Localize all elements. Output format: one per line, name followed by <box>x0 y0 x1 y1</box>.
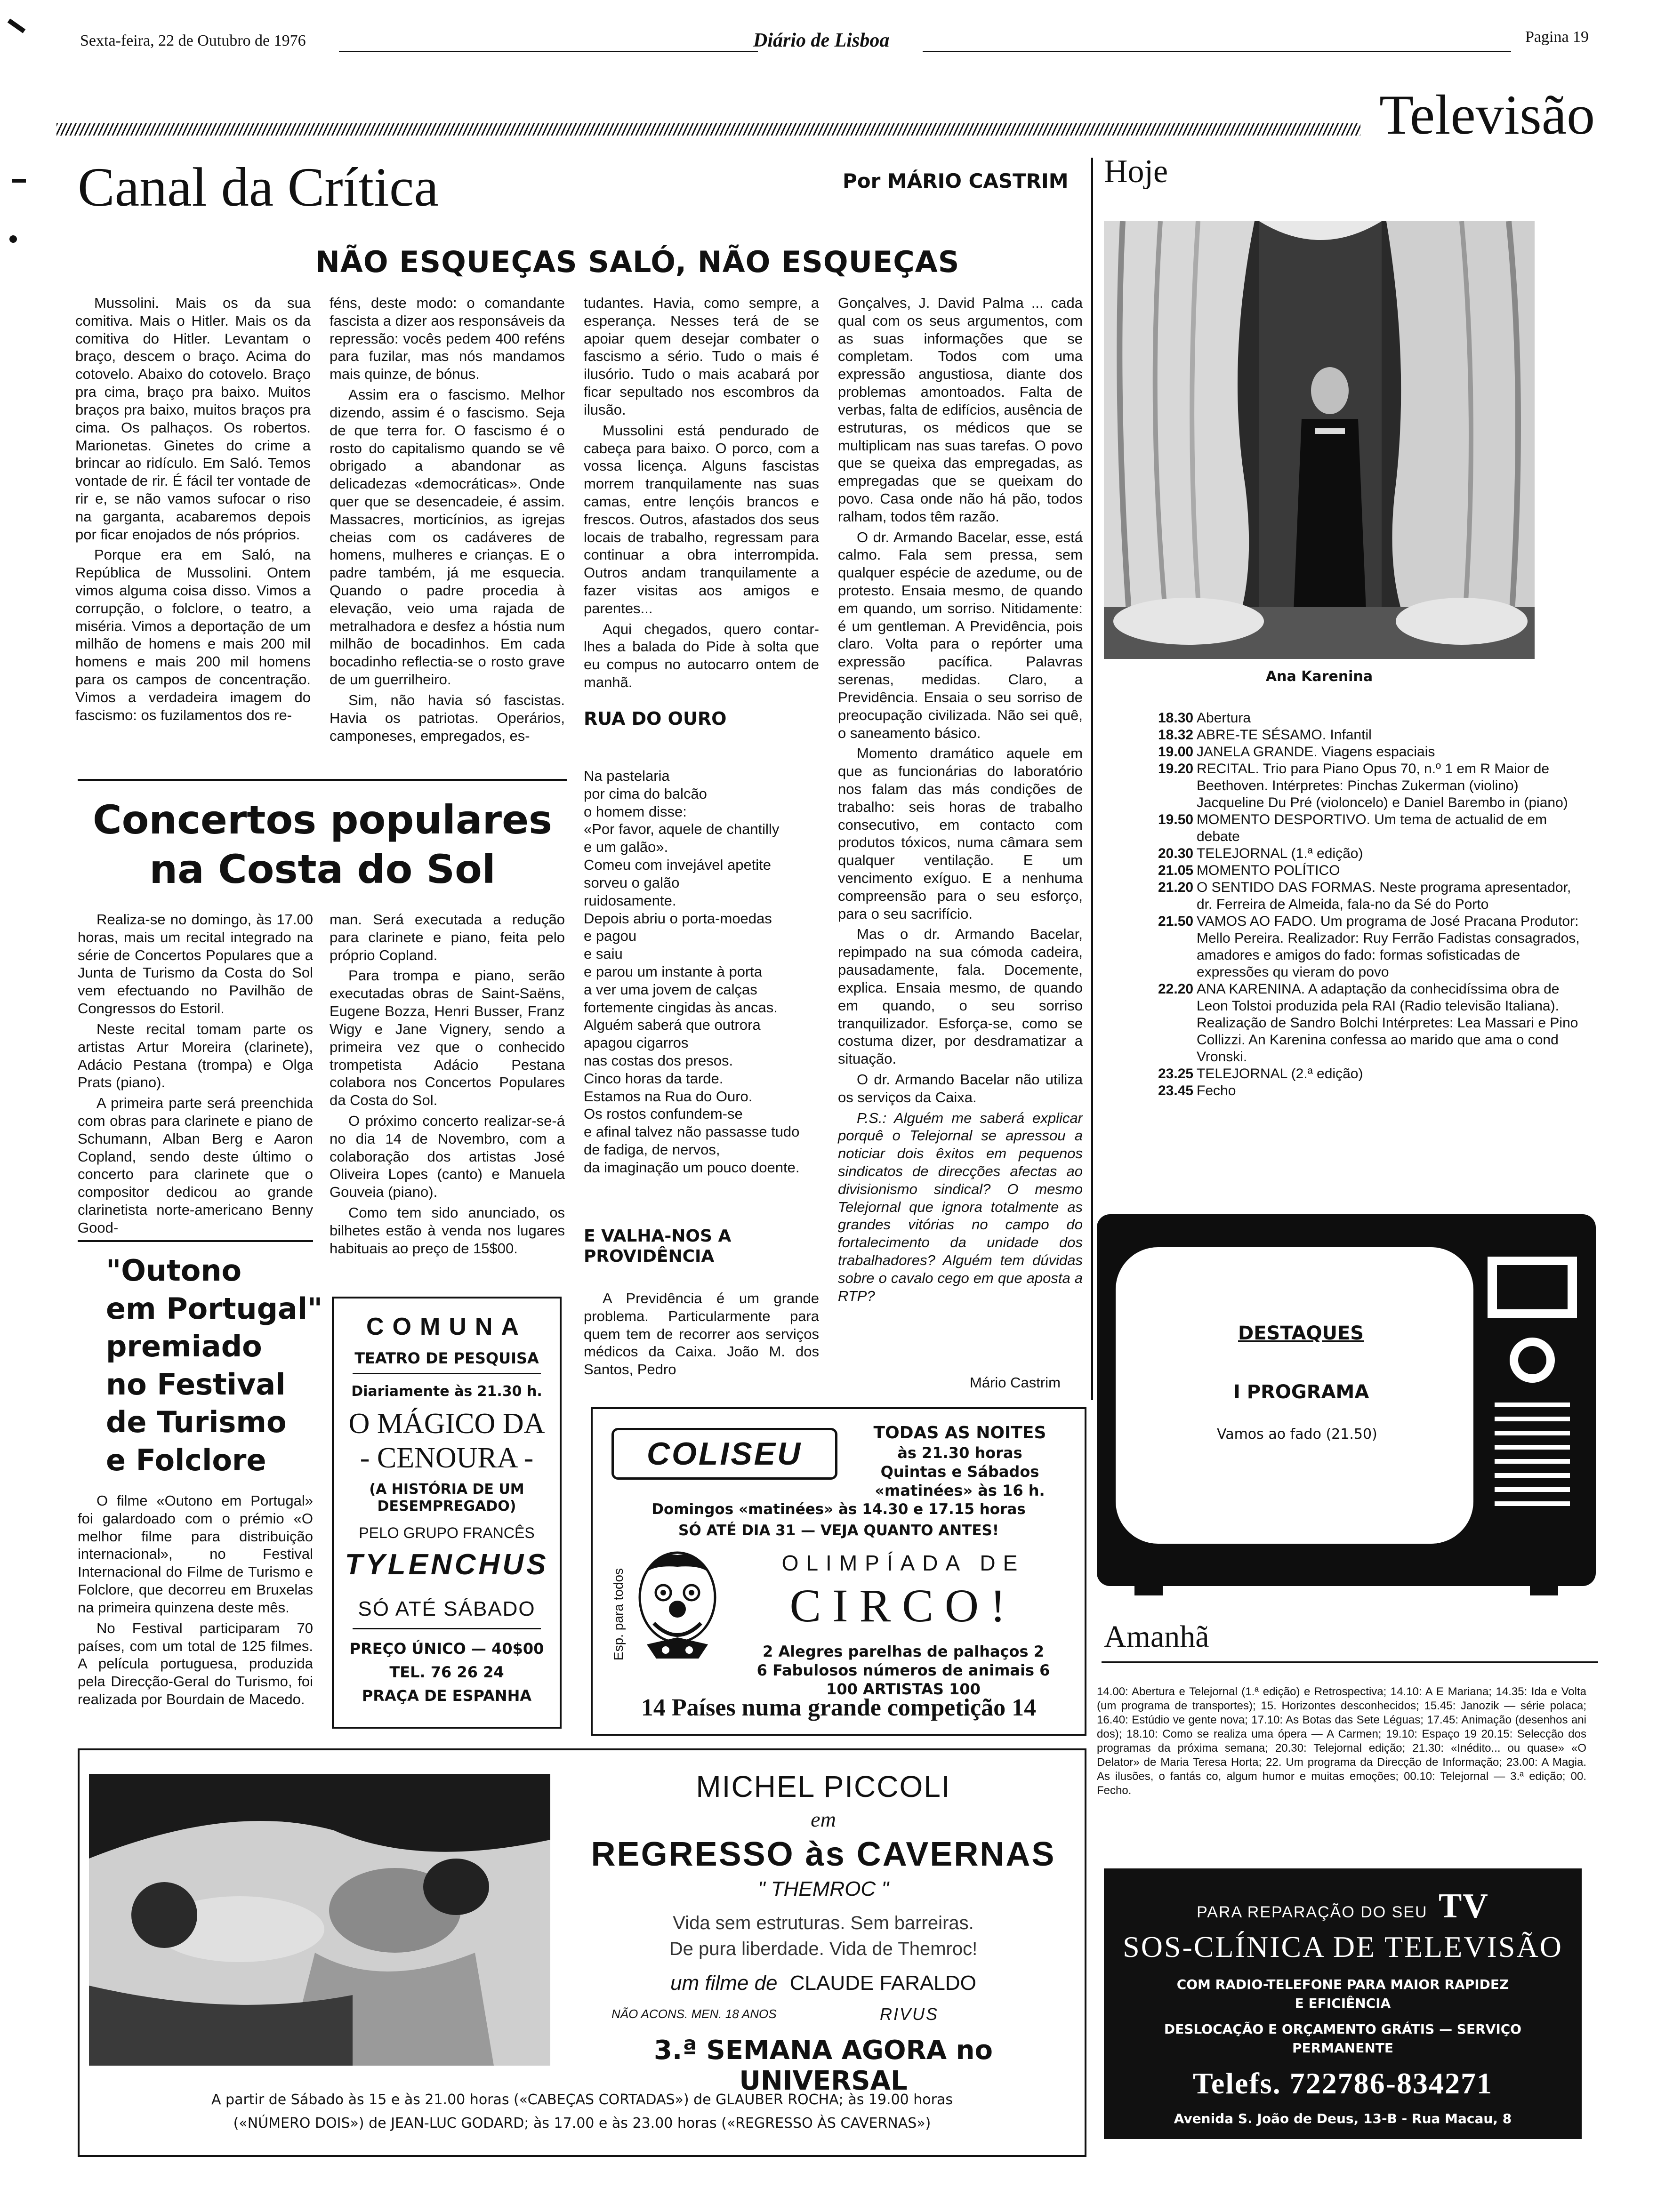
comuna-until: SÓ ATÉ SÁBADO <box>358 1597 536 1620</box>
scan-mark <box>12 179 26 183</box>
cinema-original-title: " THEMROC " <box>757 1877 889 1900</box>
schedule-row <box>1158 710 1582 727</box>
paragraph: O filme «Outono em Portugal» foi galardoado com o prémio «O melhor filme para distribuição internacional», no Festival Internacional do Filme de Turismo e Folclore, que decorreu em Bruxelas na primeira quinzena deste mês. <box>78 1492 313 1616</box>
comuna-price: PREÇO ÚNICO — 40$00 <box>349 1640 544 1658</box>
sos-ad <box>1104 1868 1582 2139</box>
schedule-row <box>1158 744 1582 761</box>
comuna-play-line-2: - CENOURA - <box>360 1442 534 1475</box>
coliseu-show-line-1: OLIMPÍADA DE <box>781 1551 1025 1575</box>
poem-line: Alguém saberá que outrora <box>584 1017 761 1034</box>
paragraph: Sim, não havia só fascistas. Havia os patriotas. Operários, camponeses, empregados, es- <box>330 691 565 744</box>
comuna-rule <box>353 1373 541 1374</box>
coliseu-sunday: Domingos «matinées» às 14.30 e 17.15 horas <box>652 1501 1026 1518</box>
poem-line: por cima do balcão <box>584 785 707 802</box>
paragraph: Realiza-se no domingo, às 17.00 horas, mais um recital integrado na série de Concertos Populares que a Junta de Turismo da Costa do Sol vem efectuando no Pavilhão de Congressos do Estoril. <box>78 911 313 1017</box>
critica-column-1 <box>75 294 311 727</box>
outono-title-line: em Portugal" <box>106 1291 323 1326</box>
paragraph: O próximo concerto realizar-se-á no dia 14 de Novembro, com a colaboração dos artistas José Oliveira Lopes (canto) e Manuela Gouveia (piano). <box>330 1112 565 1201</box>
sos-tv-text: TV <box>1439 1887 1489 1925</box>
poem-line: «Por favor, aquele de chantilly <box>584 821 780 838</box>
poem-line: a ver uma jovem de calças <box>584 981 757 998</box>
paragraph: P.S.: Alguém me saberá explicar porquê o Telejornal se apressou a noticiar dois êxitos em pequenos sindicatos de direcções afectas ao divisionismo sindical? O mesmo Telejornal que ignora totalmente as grandes vitórias no campo do fortalecimento da unidade dos trabalhadores? Alguém tem dúvidas sobre o cavalo cego em que aposta a RTP? <box>838 1109 1083 1304</box>
schedule-row <box>1158 845 1582 862</box>
outono-title-line: e Folclore <box>106 1443 266 1477</box>
schedule-row <box>1158 862 1582 879</box>
comuna-group: PELO GRUPO FRANCÊS <box>359 1524 535 1541</box>
scan-mark <box>9 235 17 243</box>
comuna-troupe: TYLENCHUS <box>345 1548 549 1581</box>
critica-column-2 <box>330 294 565 747</box>
themroc-photo <box>89 1774 550 2066</box>
cinema-director-name: CLAUDE FARALDO <box>789 1972 976 1995</box>
critica-title: Canal da Crítica <box>78 156 439 218</box>
poem-line: sorveu o galão <box>584 874 680 891</box>
cinema-actor: MICHEL PICCOLI <box>696 1770 951 1803</box>
schedule-text: TELEJORNAL (1.ª edição) <box>1197 846 1363 861</box>
schedule-time: 22.20 <box>1158 981 1194 997</box>
sos-line-3: DESLOCAÇÃO E ORÇAMENTO GRÁTIS — SERVIÇO <box>1164 2021 1522 2037</box>
film-still-image <box>1104 221 1535 659</box>
comuna-name: COMUNA <box>366 1313 527 1340</box>
poem-line: e afinal talvez não passasse tudo <box>584 1123 800 1140</box>
rua-do-ouro-heading: RUA DO OURO <box>584 708 727 729</box>
paragraph: O dr. Armando Bacelar não utiliza os serviços da Caixa. <box>838 1071 1083 1106</box>
outono-top-rule <box>78 1240 313 1242</box>
paragraph: Mussolini está pendurado de cabeça para baixo. O porco, com a vossa licença. Alguns fascistas morrem tranquilamente nas suas camas, entre lençóis brancos e frescos. Outros, afastados dos seus locais de trabalho, regressam para continuar a obra interrompida. Outros andam tranquilamente a fazer visitas aos amigos e parentes... <box>584 422 819 617</box>
poem-line: fortemente cingidas às ancas. <box>584 999 778 1016</box>
cinema-em: em <box>811 1807 836 1831</box>
schedule-row <box>1158 879 1582 913</box>
coliseu-feature: 2 Alegres parelhas de palhaços 2 <box>763 1643 1044 1660</box>
cinema-bottom-line-2: («NÚMERO DOIS») de JEAN-LUC GODARD; às 17.00 e às 23.00 horas («REGRESSO ÀS CAVERNAS») <box>233 2115 931 2132</box>
coliseu-logo-text: COLISEU <box>646 1436 803 1472</box>
amanha-rule <box>1102 1661 1598 1663</box>
comuna-subtitle: TEATRO DE PESQUISA <box>354 1349 539 1367</box>
coliseu-line: Quintas e Sábados <box>880 1463 1039 1481</box>
destaques-program: I PROGRAMA <box>1233 1381 1369 1403</box>
tv-schedule <box>1158 710 1582 1099</box>
comuna-play-line-1: O MÁGICO DA <box>348 1408 545 1440</box>
paragraph: Para trompa e piano, serão executadas obras de Saint-Saëns, Eugene Bozza, Henri Busser, Franz Wigy e Jane Vignery, sendo a primeira vez que o conhecido trompetista Adácio Pestana colabora nos Concertos Populares da Costa do Sol. <box>330 967 565 1109</box>
paragraph: Como tem sido anunciado, os bilhetes estão à venda nos lugares habituais ao preço de 15$00. <box>330 1204 565 1257</box>
cinema-rating: NÃO ACONS. MEN. 18 ANOS <box>611 2007 777 2021</box>
critica-column-4 <box>838 294 1083 1308</box>
concertos-title-line-1: Concertos populares <box>92 797 553 843</box>
schedule-time: 19.00 <box>1158 744 1194 760</box>
concertos-column-1 <box>78 911 313 1240</box>
critica-headline: NÃO ESQUEÇAS SALÓ, NÃO ESQUEÇAS <box>315 245 960 279</box>
schedule-text: RECITAL. Trio para Piano Opus 70, n.º 1 em R Maior de Beethoven. Intérpretes: Pinchas Zukerman (violino) Jacqueline Du Pré (violoncelo) e Daniel Barembo in (piano) <box>1197 761 1568 810</box>
schedule-text: MOMENTO DESPORTIVO. Um tema de actualid de em debate <box>1197 812 1547 844</box>
comuna-location: PRAÇA DE ESPANHA <box>362 1687 532 1705</box>
poem-line: Cinco horas da tarde. <box>584 1070 724 1087</box>
schedule-time: 19.50 <box>1158 812 1194 827</box>
schedule-time: 23.25 <box>1158 1066 1194 1082</box>
schedule-time: 20.30 <box>1158 846 1194 861</box>
section-title: Televisão <box>1379 83 1595 146</box>
schedule-text: TELEJORNAL (2.ª edição) <box>1197 1066 1363 1082</box>
television-icon <box>1097 1214 1596 1595</box>
schedule-row <box>1158 727 1582 744</box>
clown-icon <box>628 1546 727 1659</box>
poem-line: e um galão». <box>584 839 668 856</box>
clown-illustration <box>628 1546 727 1659</box>
sos-line-2: E EFICIÊNCIA <box>1295 1996 1391 2011</box>
masthead-rule-left <box>339 51 758 52</box>
paragraph: Neste recital tomam parte os artistas Artur Moreira (clarinete), Adácio Pestana (trompa) e Olga Prats (piano). <box>78 1020 313 1091</box>
concertos-title-line-2: na Costa do Sol <box>149 846 496 892</box>
schedule-time: 19.20 <box>1158 761 1194 777</box>
sos-pre-text: PARA REPARAÇÃO DO SEU <box>1197 1903 1428 1921</box>
coliseu-line: «matinées» às 16 h. <box>875 1482 1045 1499</box>
schedule-row <box>1158 1066 1582 1082</box>
ana-karenina-photo <box>1104 221 1535 659</box>
poem-line: Estamos na Rua do Ouro. <box>584 1088 753 1105</box>
cinema-tagline-1: Vida sem estruturas. Sem barreiras. <box>673 1913 974 1933</box>
film-still-image <box>89 1774 550 2066</box>
schedule-time: 21.50 <box>1158 914 1194 929</box>
coliseu-line: TODAS AS NOITES <box>873 1423 1046 1443</box>
schedule-text: Abertura <box>1197 710 1251 726</box>
outono-title-line: "Outono <box>106 1253 242 1288</box>
schedule-row <box>1158 981 1582 1066</box>
destaques-title: DESTAQUES <box>1238 1322 1364 1344</box>
coliseu-show-line-2: CIRCO! <box>789 1579 1017 1632</box>
outono-text <box>78 1492 313 1711</box>
cinema-director <box>569 1972 1078 1995</box>
cinema-ad <box>78 1748 1086 2157</box>
schedule-text: MOMENTO POLÍTICO <box>1197 863 1340 878</box>
schedule-row <box>1158 913 1582 981</box>
masthead-rule-right <box>923 51 1511 52</box>
critica-signature: Mário Castrim <box>970 1374 1061 1391</box>
comuna-ad <box>332 1297 562 1729</box>
coliseu-ad <box>591 1407 1086 1736</box>
poem-line: da imaginação um pouco doente. <box>584 1159 800 1176</box>
paragraph: Porque era em Saló, na República de Mussolini. Ontem vimos alguma coisa disso. Vimos a corrupção, o folclore, o teatro, a miséria. Vimos a deportação de um milhão de homens e mais 200 mil homens e mais 200 mil homens para os campos de concentração. Vimos a verdadeira imagem do fascismo: os fuzilamentos dos re- <box>75 546 311 723</box>
photo-caption: Ana Karenina <box>1265 668 1373 685</box>
comuna-play-subtitle: (A HISTÓRIA DE UM DESEMPREGADO) <box>369 1481 524 1515</box>
poem-line: Os rostos confundem-se <box>584 1106 743 1122</box>
poem-line: o homem disse: <box>584 803 687 820</box>
poem-line: e saiu <box>584 946 623 962</box>
outono-title-line: de Turismo <box>106 1405 287 1440</box>
schedule-row <box>1158 811 1582 845</box>
schedule-text: ANA KARENINA. A adaptação da conhecidíssima obra de Leon Tolstoi produzida pela RAI (Radio televisão Italiana). Realização de Sandro Bolchi Intérpretes: Lea Massari e Pino Collizzi. An Karenina confessa ao marido que ama o cond Vronski. <box>1197 981 1578 1065</box>
comuna-times: Diariamente às 21.30 h. <box>351 1383 542 1400</box>
scan-mark <box>8 18 26 33</box>
poem-line: e parou um instante à porta <box>584 963 763 980</box>
schedule-text: O SENTIDO DAS FORMAS. Neste programa apresentador, dr. Ferreira de Almeida, fala-no da Sé do Porto <box>1197 880 1571 912</box>
comuna-play-title <box>334 1407 560 1475</box>
sos-line-1: COM RADIO-TELEFONE PARA MAIOR RAPIDEZ <box>1176 1977 1509 1992</box>
paragraph: tudantes. Havia, como sempre, a esperança. Nesses terá de se apoiar quem desejar combater o fascismo a sério. Tudo o mais é ilusório. Tudo o mais acabará por ficar sepultado nos escombros da ilusão. <box>584 295 819 418</box>
sos-name: SOS-CLÍNICA DE TELEVISÃO <box>1123 1930 1563 1964</box>
rua-do-ouro-poem <box>584 767 819 1177</box>
poem-line: ruidosamente. <box>584 892 676 909</box>
page-number: Pagina 19 <box>1525 28 1589 46</box>
destaques-highlight: Vamos ao fado (21.50) <box>1217 1426 1377 1443</box>
schedule-text: VAMOS AO FADO. Um programa de José Pracana Produtor: Mello Pereira. Realizador: Ruy Ferrão Fadistas consagrados, amadores e amigos do fado: formas sofisticadas de expressões qu vieram do povo <box>1197 914 1580 980</box>
paragraph: Gonçalves, J. David Palma ... cada qual com os seus argumentos, com as suas informações que se completam. Todos com uma expressão angustiosa, diante dos problemas amontoados. Falta de verbas, falta de edifícios, ausência de estruturas, os médicos que se multiplicam nas suas tarefas. O povo que se queixa das empregadas, as empregadas que se queixam do povo. Casa onde não há pão, todos ralham, todos têm razão. <box>838 295 1083 525</box>
valha-nos-text <box>584 1290 819 1381</box>
coliseu-logo <box>611 1428 837 1480</box>
coliseu-feature: 100 ARTISTAS 100 <box>826 1680 981 1698</box>
outono-title <box>106 1252 322 1480</box>
hoje-heading: Hoje <box>1104 153 1168 190</box>
concertos-column-2 <box>330 911 565 1260</box>
schedule-time: 23.45 <box>1158 1083 1194 1098</box>
concertos-top-rule <box>78 779 567 781</box>
schedule-time: 21.20 <box>1158 880 1194 895</box>
poem-line: apagou cigarros <box>584 1034 689 1051</box>
poem-line: Comeu com invejável apetite <box>584 857 772 874</box>
concertos-title <box>80 795 565 894</box>
newspaper-name: Diário de Lisboa <box>753 30 890 51</box>
poem-line: nas costas dos presos. <box>584 1052 733 1069</box>
coliseu-footer: 14 Países numa grande competição 14 <box>641 1694 1037 1721</box>
comuna-rule-2 <box>353 1628 541 1629</box>
poem-line: Depois abriu o porta-moedas <box>584 910 772 927</box>
paragraph: féns, deste modo: o comandante fascista a dizer aos responsáveis da repressão: vocês pedem 400 reféns para fuzilar, mas nós mandamos mais quinze, de bónus. <box>330 295 565 383</box>
poem-line: Na pastelaria <box>584 768 670 784</box>
schedule-time: 21.05 <box>1158 863 1194 878</box>
paragraph: A primeira parte será preenchida com obras para clarinete e piano de Schumann, Alban Berg e Aaron Copland, sendo deste último o concerto para clarinete que o compositor dedicou ao grande clarinetista norte-americano Benny Good- <box>78 1095 313 1236</box>
section-hatch-bar <box>56 123 1360 136</box>
issue-date: Sexta-feira, 22 de Outubro de 1976 <box>80 32 306 49</box>
paragraph: Momento dramático aquele em que as funcionárias do laboratório nos falam das más condições de trabalho: seis horas de trabalho consecutivo, em contacto com produtos tóxicos, numa câmara sem qualquer ventilação. E um vencimento exíguo. E a nenhuma compreensão para o seu esforço, para o seu sacrifício. <box>838 745 1083 922</box>
schedule-text: Fecho <box>1197 1083 1236 1098</box>
paragraph: Mas o dr. Armando Bacelar, repimpado na sua cómoda cadeira, pausadamente, fala. Docemente, explica. Ensaia mesmo, de quando em quando, o seu sorriso tranquilizador. Esforça-se, como se costuma dizer, por desdramatizar a situação. <box>838 926 1083 1067</box>
schedule-text: ABRE-TE SÉSAMO. Infantil <box>1197 727 1372 743</box>
vertical-side-text: Esp. para todos <box>611 1568 626 1661</box>
paragraph: man. Será executada a redução para clarinete e piano, feita pelo próprio Copland. <box>330 911 565 963</box>
cinema-tagline-2: De pura liberdade. Vida de Themroc! <box>669 1939 978 1959</box>
sos-pre <box>1104 1886 1582 1926</box>
coliseu-feature: 6 Fabulosos números de animais 6 <box>756 1661 1050 1679</box>
schedule-row <box>1158 1082 1582 1099</box>
cinema-distributor: RIVUS <box>880 2004 939 2024</box>
cinema-film-title: REGRESSO às CAVERNAS <box>591 1835 1056 1873</box>
schedule-text: JANELA GRANDE. Viagens espaciais <box>1197 744 1435 760</box>
critica-column-3 <box>584 294 819 694</box>
poem-line: e pagou <box>584 928 637 945</box>
poem-line: de fadiga, de nervos, <box>584 1141 720 1158</box>
column-divider <box>1091 158 1093 1400</box>
tv-set-destaques <box>1097 1214 1596 1595</box>
coliseu-schedule <box>847 1422 1073 1500</box>
coliseu-features <box>734 1642 1073 1699</box>
schedule-time: 18.30 <box>1158 710 1194 726</box>
paragraph: Aqui chegados, quero contar-lhes a balada do Pide à solta que eu compus no autocarro ontem de manhã. <box>584 620 819 691</box>
cinema-week: 3.ª SEMANA AGORA no UNIVERSAL <box>654 2035 993 2096</box>
critica-byline: Por MÁRIO CASTRIM <box>843 169 1069 192</box>
amanha-text: 14.00: Abertura e Telejornal (1.ª edição) e Retrospectiva; 14.10: A E Mariana; 14.35: Ida e Volta (um programa de transportes); 15. Horizontes desconhecidos; 15.45: Janozik — série polaca; 16.40: Estúdio ve gente nova; 17.10: As Botas das Sete Léguas; 17.45: Animação (desenhos ani dos); 18.10: Como se realiza uma ópera — A Carmen; 19.10: Espaço 19 20.15: Selecção dos programas da próxima semana; 20.30: Telejornal edição; 21.30: «Inédito... ou quase» «O Delator» de Maria Teresa Horta; 22. Um programa da Direcção de Informação; 23.00: A Magia. As ilusões, o fantás co, algum humor e muitas emoções; 00.10: Telejornal — 3.ª edição; 00. Fecho. <box>1097 1685 1586 1797</box>
outono-title-line: premiado <box>106 1329 262 1364</box>
paragraph: No Festival participaram 70 países, com um total de 125 filmes. A película portuguesa, produzida pela Direcção-Geral do Turismo, foi realizada por Bourdain de Macedo. <box>78 1619 313 1707</box>
sos-phone: Telefs. 722786-834271 <box>1193 2067 1493 2100</box>
outono-title-line: no Festival <box>106 1367 286 1402</box>
paragraph: A Previdência é um grande problema. Particularmente para quem tem de recorrer aos serviços médicos da Caixa. João M. dos Santos, Pedro <box>584 1290 819 1378</box>
paragraph: Assim era o fascismo. Melhor dizendo, assim é o fascismo. Seja de que terra for. O fascismo é o rosto do capitalismo quando se vê obrigado a abandonar as delicadezas «democráticas». Onde quer que se desencadeie, é assim. Massacres, morticínios, as igrejas cheias com os cadáveres de homens, mulheres e crianças. E o padre também, já me esquecia. Quando o padre procedia à elevação, veio uma rajada de metralhadora e desfez a hóstia num milhão de bocadinhos. Em cada bocadinho reflectia-se o rosto grave de um guerrilheiro. <box>330 386 565 688</box>
coliseu-until: SÓ ATÉ DIA 31 — VEJA QUANTO ANTES! <box>678 1522 999 1539</box>
paragraph: Mussolini. Mais os da sua comitiva. Mais o Hitler. Mais os da comitiva do Hitler. Levantam o braço, descem o braço. Acima do cotovelo. Abaixo do cotovelo. Braço pra cima, braço pra baixo. Muitos braços pra baixo, muitos braços pra cima. Os palhaços. Os robertos. Marionetas. Ginetes do crime a brincar ao ridículo. Em Saló. Temos vontade de rir. É fácil ter vontade de rir e, se não vamos sufocar o riso na garganta, acabaremos depois por ficar enojados de nós próprios. <box>75 295 311 543</box>
amanha-heading: Amanhã <box>1104 1619 1209 1654</box>
coliseu-line: às 21.30 horas <box>897 1444 1022 1462</box>
schedule-time: 18.32 <box>1158 727 1194 743</box>
cinema-bottom-line-1: A partir de Sábado às 15 e às 21.00 horas («CABEÇAS CORTADAS») de GLAUBER ROCHA; às 19.00 horas <box>211 2092 953 2108</box>
paragraph: O dr. Armando Bacelar, esse, está calmo. Fala sem pressa, sem qualquer espécie de azedume, ou de protesto. Ensaia mesmo, de quando em quando, um sorriso. Nitidamente: é um gentleman. A Previdência, pois claro. Volta para o repórter uma expressão pacífica. Palavras serenas, medidas. Claro, a Previdência. Ensaia o seu sorriso de preocupação civilizada. Não sei quê, o saneamento básico. <box>838 529 1083 741</box>
comuna-phone: TEL. 76 26 24 <box>389 1663 504 1681</box>
cinema-director-prefix: um filme de <box>670 1972 778 1995</box>
valha-nos-heading: E VALHA-NOS A PROVIDÊNCIA <box>584 1226 732 1266</box>
sos-address: Avenida S. João de Deus, 13-B - Rua Macau, 8 <box>1174 2111 1512 2126</box>
schedule-row <box>1158 761 1582 811</box>
sos-line-4: PERMANENTE <box>1292 2040 1393 2056</box>
